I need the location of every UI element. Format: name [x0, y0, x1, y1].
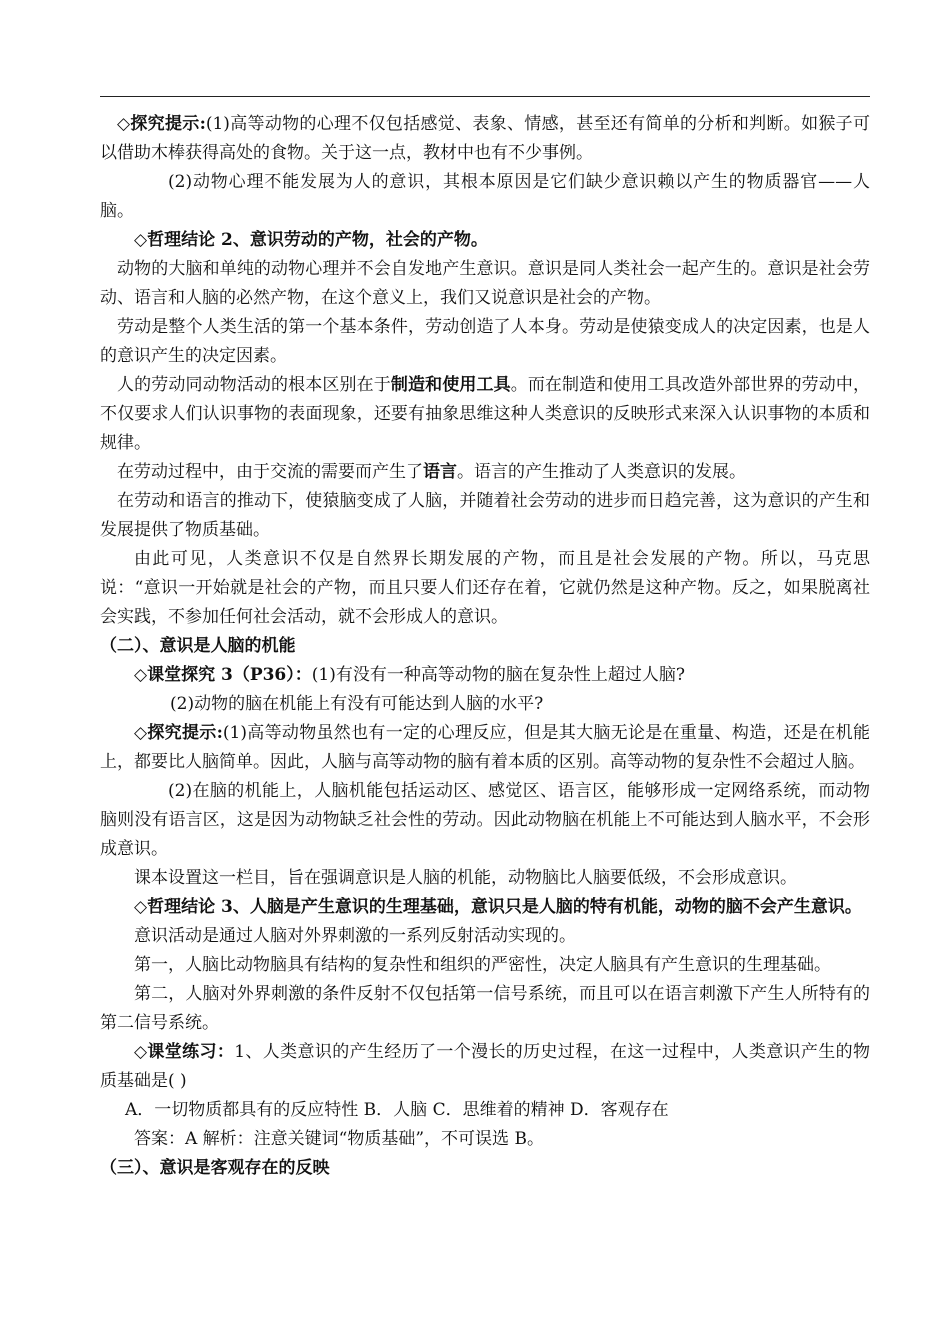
document-body — [100, 110, 870, 1183]
exercise-options: A．一切物质都具有的反应特性 B．人脑 C．思维着的精神 D．客观存在 — [125, 1100, 669, 1120]
conclusion-3-text: ◇哲理结论 3、人脑是产生意识的生理基础，意识只是人脑的特有机能，动物的脑不会产生意识。 — [134, 897, 862, 917]
explore-hint-2-paragraph-1 — [100, 719, 870, 777]
paragraph-textbook-note: 课本设置这一栏目，旨在强调意识是人脑的机能，动物脑比人脑要低级，不会形成意识。 — [134, 868, 797, 888]
paragraph-tools-bold: 制造和使用工具 — [390, 375, 511, 395]
paragraph-marx-quote: 由此可见，人类意识不仅是自然界长期发展的产物，而且是社会发展的产物。所以，马克思说：“意识一开始就是社会的产物，而且只要人们还存在着，它就仍然是这种产物。反之，如果脱离社会实践，不参加任何社会活动，就不会形成人的意识。 — [100, 549, 870, 627]
explore-hint-paragraph-1 — [100, 110, 870, 168]
conclusion-2-heading — [100, 226, 870, 255]
paragraph-first: 第一，人脑比动物脑具有结构的复杂性和组织的严密性，决定人脑具有产生意识的生理基础。 — [134, 955, 831, 975]
class-explore-3-question-1: (1)有没有一种高等动物的脑在复杂性上超过人脑? — [311, 665, 685, 685]
paragraph-language-post: 。语言的产生推动了人类意识的发展。 — [457, 462, 746, 482]
paragraph-ape-brain: 在劳动和语言的推动下，使猿脑变成了人脑，并随着社会劳动的进步而日趋完善，这为意识的产生和发展提供了物质基础。 — [100, 491, 870, 540]
conclusion-2-text: ◇哲理结论 2、意识劳动的产物，社会的产物。 — [134, 230, 488, 250]
explore-hint-label: ◇探究提示: — [117, 114, 206, 134]
paragraph-tools-pre: 人的劳动同动物活动的根本区别在于 — [117, 375, 391, 395]
class-explore-3-question-2: (2)动物的脑在机能上有没有可能达到人脑的水平? — [170, 694, 544, 714]
class-exercise — [100, 1038, 870, 1096]
explore-hint-text: (1)高等动物的心理不仅包括感觉、表象、情感，甚至还有简单的分析和判断。如猴子可以借助木棒获得高处的食物。关于这一点，教材中也有不少事例。 — [100, 114, 870, 163]
paragraph-language-bold: 语言 — [423, 462, 457, 482]
paragraph-animal-brain: 动物的大脑和单纯的动物心理并不会自发地产生意识。意识是同人类社会一起产生的。意识是社会劳动、语言和人脑的必然产物，在这个意义上，我们又说意识是社会的产物。 — [100, 259, 870, 308]
section-3-heading — [100, 1154, 870, 1183]
paragraph-labor: 劳动是整个人类生活的第一个基本条件，劳动创造了人本身。劳动是使猿变成人的决定因素，也是人的意识产生的决定因素。 — [100, 317, 870, 366]
explore-hint-2-text: (1)高等动物虽然也有一定的心理反应，但是其大脑无论是在重量、构造，还是在机能上，都要比人脑简单。因此，人脑与高等动物的脑有着本质的区别。高等动物的复杂性不会超过人脑。 — [100, 723, 870, 772]
section-3-title: （三）、意识是客观存在的反映 — [100, 1158, 330, 1178]
exercise-answer: 答案：A 解析：注意关键词“物质基础”，不可误选 B。 — [134, 1129, 544, 1149]
section-2-title: （二）、意识是人脑的机能 — [100, 636, 296, 656]
conclusion-3-heading — [100, 893, 870, 922]
class-explore-3 — [100, 661, 870, 690]
paragraph-tools-post: 。而在制造和使用工具改造外部世界的劳动中，不仅要求人们认识事物的表面现象，还要有抽象思维这种人类意识的反映形式来深入认识事物的本质和规律。 — [100, 375, 871, 453]
explore-hint-2-paragraph-2: (2)在脑的机能上，人脑机能包括运动区、感觉区、语言区，能够形成一定网络系统，而动物脑则没有语言区，这是因为动物缺乏社会性的劳动。因此动物脑在机能上不可能达到人脑水平，不会形成意识。 — [100, 781, 870, 859]
class-exercise-label: ◇课堂练习： — [134, 1042, 235, 1062]
class-exercise-question: 1、人类意识的产生经历了一个漫长的历史过程，在这一过程中，人类意识产生的物质基础是( ) — [100, 1042, 870, 1091]
explore-hint-2-label: ◇探究提示: — [134, 723, 223, 743]
explore-hint-paragraph-2: (2)动物心理不能发展为人的意识，其根本原因是它们缺少意识赖以产生的物质器官——人脑。 — [100, 172, 870, 221]
paragraph-tools — [100, 371, 870, 458]
paragraph-language — [100, 458, 870, 487]
class-explore-3-label: ◇课堂探究 3（P36）： — [134, 665, 312, 685]
paragraph-language-pre: 在劳动过程中，由于交流的需要而产生了 — [117, 462, 423, 482]
paragraph-reflex: 意识活动是通过人脑对外界刺激的一系列反射活动实现的。 — [134, 926, 576, 946]
header-rule — [100, 96, 870, 97]
paragraph-second: 第二，人脑对外界刺激的条件反射不仅包括第一信号系统，而且可以在语言刺激下产生人所特有的第二信号系统。 — [100, 984, 870, 1033]
section-2-heading — [100, 632, 870, 661]
